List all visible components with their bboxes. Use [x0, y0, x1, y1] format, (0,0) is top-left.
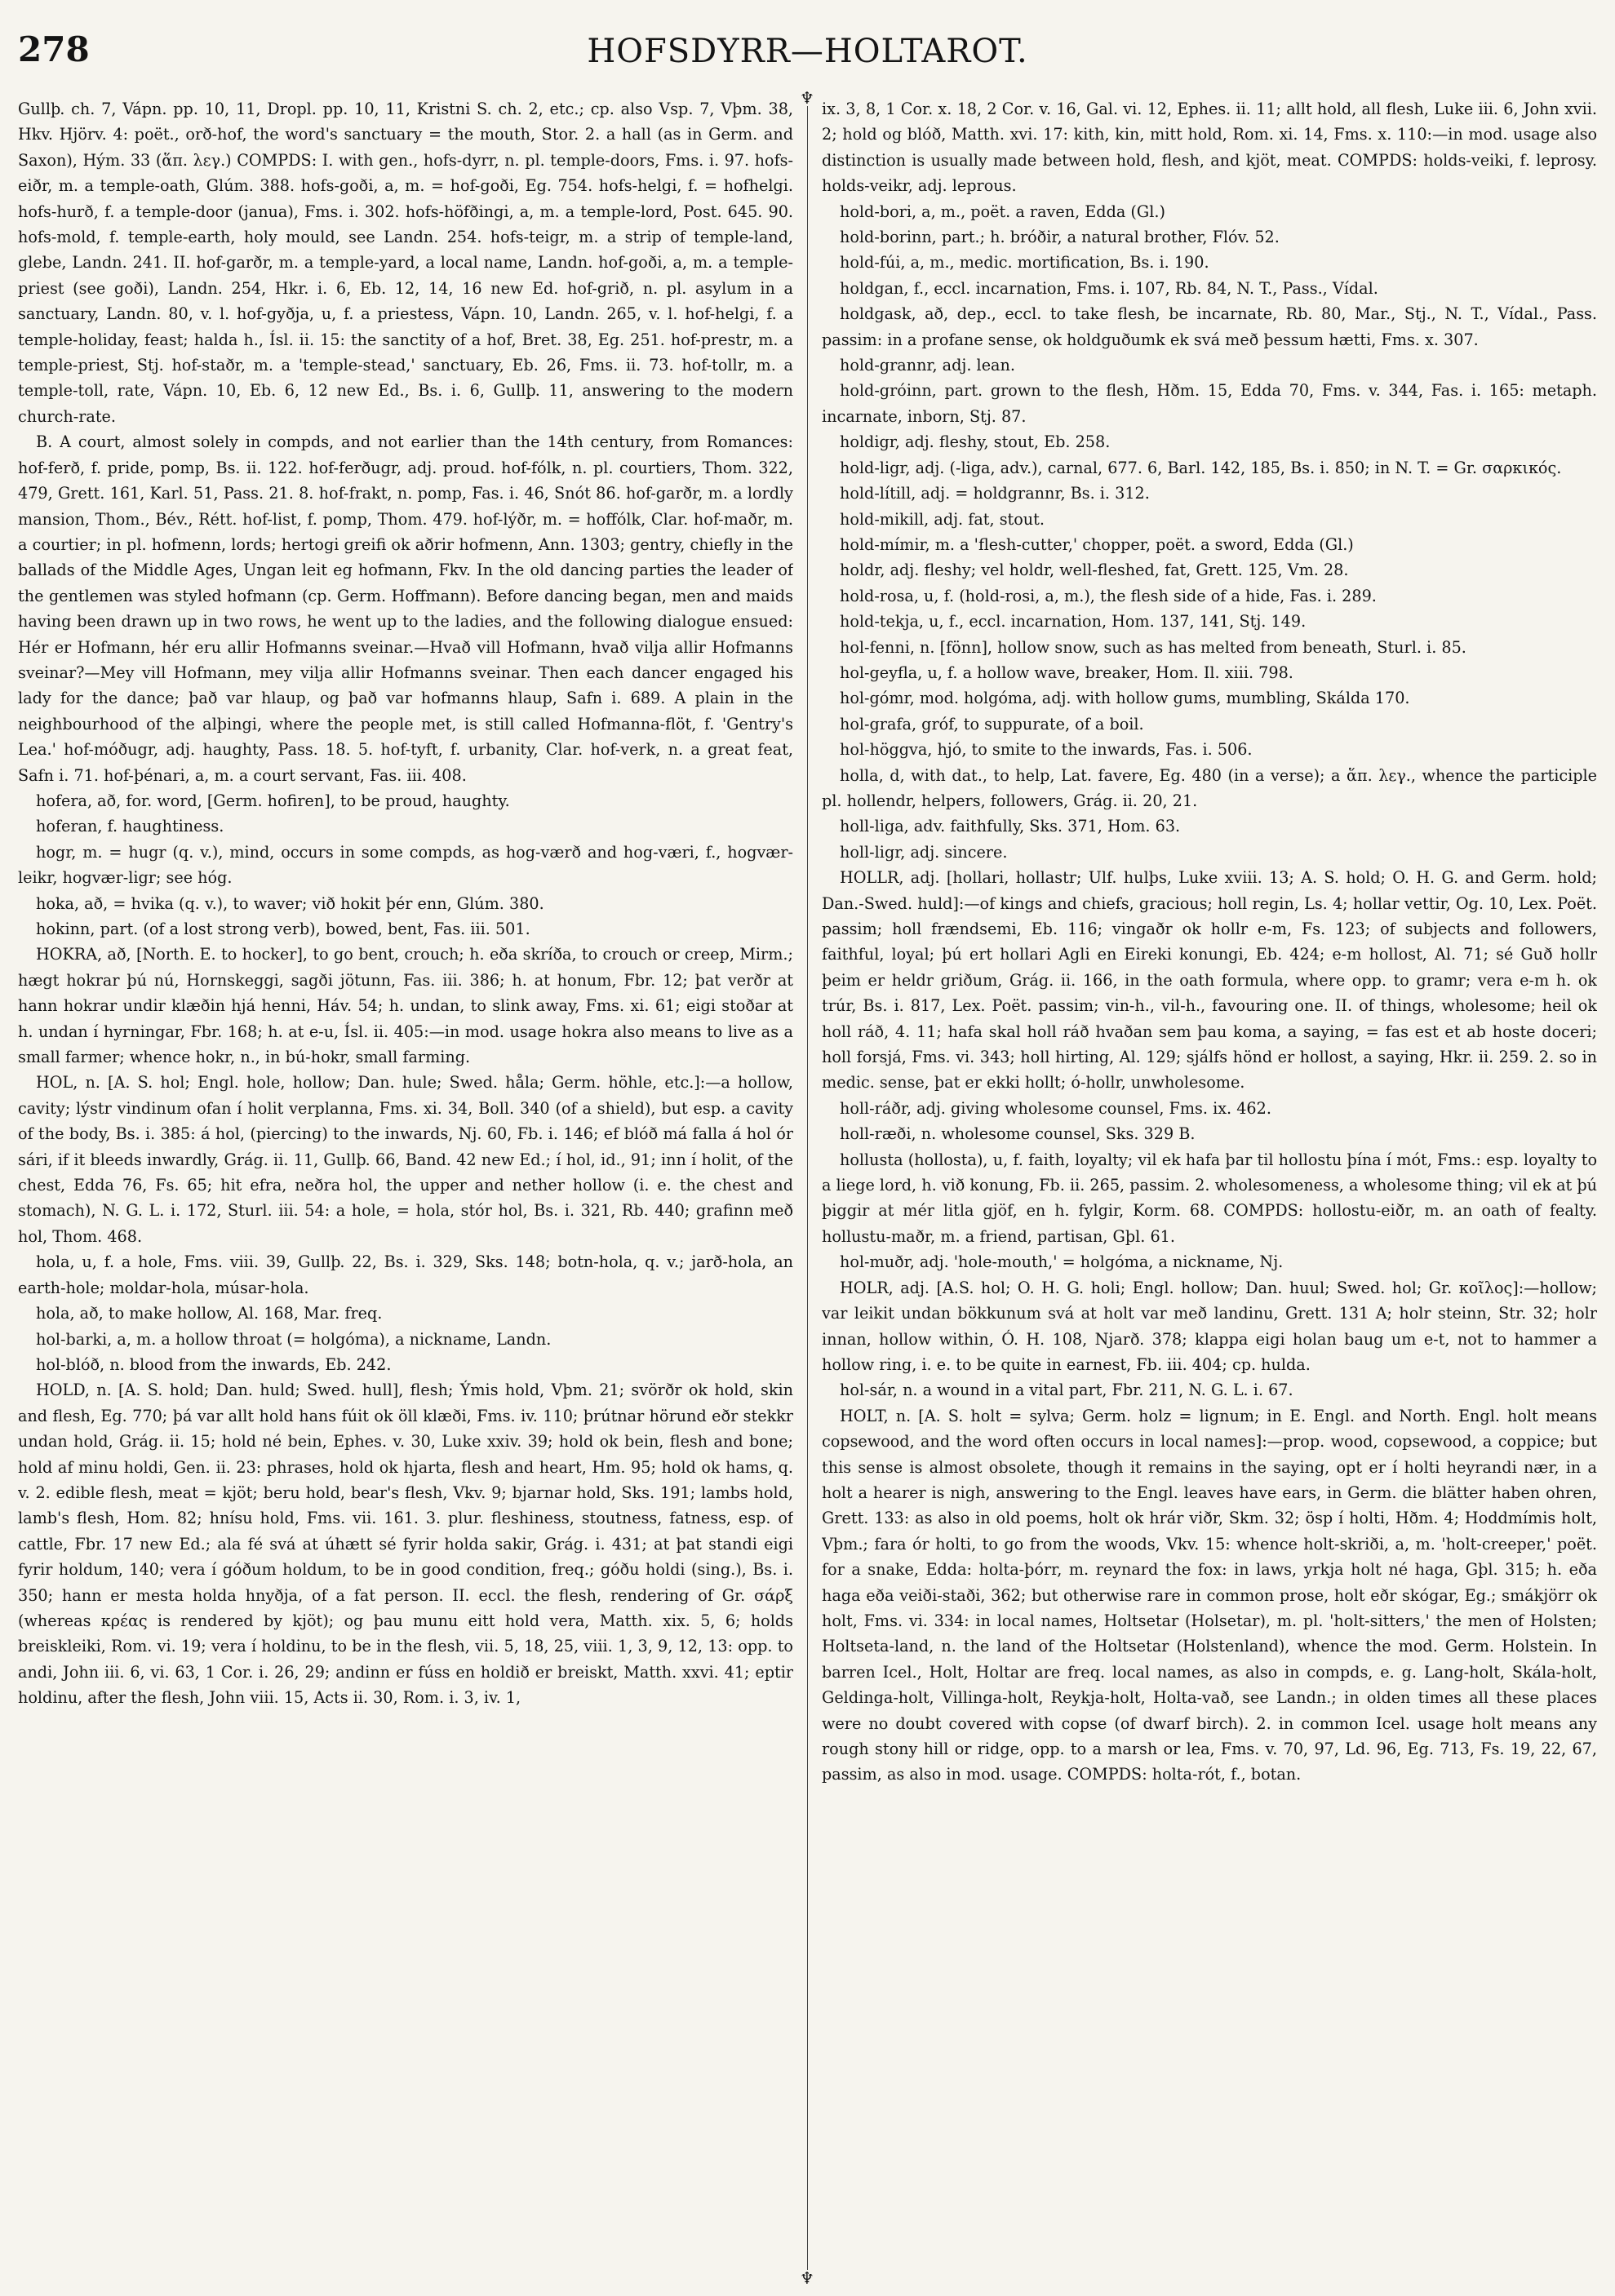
- dictionary-entry: hol-blóð, n. blood from the inwards, Eb. 242.: [36, 1354, 392, 1374]
- dictionary-entry: HOLR, adj. [A.S. hol; O. H. G. holi; Engl. hollow; Dan. huul; Swed. hol; Gr. κοῖλος]:—hollow; var leikit undan bökkunum svá at holt var með landinu, Grett. 131 A; holr steinn, Str. 32; holr innan, hollow within, Ó. H. 108, Njarð. 378; klappa eigi holan baug um e-t, not to hammer a hollow ring, i. e. to be quite in earnest, Fb. iii. 404; cp. hulda.: [822, 1278, 1597, 1374]
- dictionary-entry: hofera, að, for. word, [Germ. hofiren], to be proud, haughty.: [36, 791, 510, 810]
- dictionary-entry: holla, d, with dat., to help, Lat. favere, Eg. 480 (in a verse); a ἅπ. λεγ., whence the participle pl. hollendr, helpers, followers, Grág. ii. 20, 21.: [822, 765, 1597, 810]
- dictionary-entry: hold-lítill, adj. = holdgrannr, Bs. i. 312.: [840, 484, 1150, 503]
- dictionary-columns: [18, 88, 1597, 2288]
- dictionary-entry: hold-rosa, u, f. (hold-rosi, a, m.), the flesh side of a hide, Fas. i. 289.: [840, 586, 1377, 605]
- dictionary-entry: hol-barki, a, m. a hollow throat (= holgóma), a nickname, Landn.: [36, 1329, 552, 1349]
- dictionary-entry: hol-höggva, hjó, to smite to the inwards, Fas. i. 506.: [840, 740, 1253, 760]
- running-head: HOFSDYRR—HOLTAROT.: [587, 33, 1028, 70]
- dictionary-entry: hold-grannr, adj. lean.: [840, 356, 1015, 375]
- dictionary-entry: hold-mímir, m. a 'flesh-cutter,' chopper, poët. a sword, Edda (Gl.): [840, 534, 1354, 554]
- dictionary-entry: HOLLR, adj. [hollari, hollastr; Ulf. hulþs, Luke xviii. 13; A. S. hold; O. H. G. and Germ. hold; Dan.-Swed. huld]:—of kings and chiefs, gracious; holl regin, Ls. 4; hollar vettir, Og. 10, Lex. Poët. passim; holl frændsemi, Eb. 116; vingaðr ok hollr e-m, Fs. 123; of subjects and followers, faithful, loyal; þú ert hollari Agli en Eireki konungi, Eb. 424; e-m hollost, Al. 71; sé Guð hollr þeim er heldr griðum, Grág. ii. 166, in the oath formula, where opp. to gramr; vera e-m h. ok trúr, Bs. i. 817, Lex. Poët. passim; vin-h., vil-h., favouring one. II. of things, wholesome; heil ok holl ráð, 4. 11; hafa skal holl ráð hvaðan sem þau koma, a saying, = fas est et ab hoste doceri; holl forsjá, Fms. vi. 343; holl hirting, Al. 129; sjálfs hönd er hollost, a saying, Hkr. ii. 259. 2. so in medic. sense, þat er ekki hollt; ó-hollr, unwholesome.: [822, 868, 1597, 1093]
- dictionary-entry: holdigr, adj. fleshy, stout, Eb. 258.: [840, 432, 1111, 452]
- column-ornament-bottom-icon: ♆: [800, 2268, 814, 2288]
- dictionary-entry: hol-muðr, adj. 'hole-mouth,' = holgóma, a nickname, Nj.: [840, 1252, 1284, 1272]
- dictionary-entry: hold-bori, a, m., poët. a raven, Edda (Gl.): [840, 202, 1165, 221]
- column-ornament-top-icon: ♆: [800, 88, 814, 108]
- dictionary-entry: hogr, m. = hugr (q. v.), mind, occurs in some compds, as hog-værð and hog-væri, f., hogvær-leikr, hogvær-ligr; see hóg.: [18, 842, 793, 888]
- dictionary-entry: hold-gróinn, part. grown to the flesh, Hðm. 15, Edda 70, Fms. v. 344, Fas. i. 165: metaph. incarnate, inborn, Stj. 87.: [822, 381, 1597, 426]
- dictionary-entry: hoka, að, = hvika (q. v.), to waver; við hokit þér enn, Glúm. 380.: [36, 893, 544, 913]
- dictionary-entry: B. A court, almost solely in compds, and not earlier than the 14th century, from Romances: hof-ferð, f. pride, pomp, Bs. ii. 122. hof-ferðugr, adj. proud. hof-fólk, n. pl. courtiers, Thom. 322, 479, Grett. 161, Karl. 51, Pass. 21. 8. hof-frakt, n. pomp, Fas. i. 46, Snót 86. hof-garðr, m. a lordly mansion, Thom., Bév., Rétt. hof-list, f. pomp, Thom. 479. hof-lýðr, m. = hoffólk, Clar. hof-maðr, m. a courtier; in pl. hofmenn, lords; hertogi greifi ok aðrir hofmenn, Ann. 1303; gentry, chiefly in the ballads of the Middle Ages, Ungan leit eg hofmann, Fkv. In the old dancing parties the leader of the gentlemen was styled hofmann (cp. Germ. Hoffmann). Before dancing began, men and maids having been drawn up in two rows, he went up to the ladies, and the following dialogue ensued: Hér er Hofmann, hér eru allir Hofmanns sveinar.—Hvað vill Hofmann, hvað vilja allir Hofmanns sveinar?—Mey vill Hofmann, mey vilja allir Hofmanns sveinar. Then each dancer engaged his lady for the dance; það var hlaup, og það var hofmanns hlaup, Safn i. 689. A plain in the neighbourhood of the alþingi, where the people met, is still called Hofmanna-flöt, f. 'Gentry's Lea.' hof-móðugr, adj. haughty, Pass. 18. 5. hof-tyft, f. urbanity, Clar. hof-verk, n. a great feat, Safn i. 71. hof-þénari, a, m. a court servant, Fas. iii. 408.: [18, 432, 793, 785]
- dictionary-entry: hol-sár, n. a wound in a vital part, Fbr. 211, N. G. L. i. 67.: [840, 1381, 1293, 1400]
- dictionary-entry: holl-liga, adv. faithfully, Sks. 371, Hom. 63.: [840, 817, 1181, 836]
- dictionary-entry: HOL, n. [A. S. hol; Engl. hole, hollow; Dan. hule; Swed. håla; Germ. höhle, etc.]:—a hollow, cavity; lýstr vindinum ofan í holit verplanna, Fms. xi. 34, Boll. 340 (of a shield), but esp. a cavity of the body, Bs. i. 385: á hol, (piercing) to the inwards, Nj. 60, Fb. i. 146; ef blóð má falla á hol ór sári, if it bleeds inwardly, Grág. ii. 11, Gullþ. 66, Band. 42 new Ed.; í hol, id., 91; inn í holit, of the chest, Edda 76, Fs. 65; hit efra, neðra hol, the upper and nether hollow (i. e. the chest and stomach), N. G. L. i. 172, Sturl. iii. 54: a hole, = hola, stór hol, Bs. i. 321, Rb. 440; grafinn með hol, Thom. 468.: [18, 1073, 793, 1246]
- dictionary-entry: HOKRA, að, [North. E. to hocker], to go bent, crouch; h. eða skríða, to crouch or creep, Mirm.; hægt hokrar þú nú, Hornskeggi, sagði jötunn, Fas. iii. 386; h. at honum, Fbr. 12; þat verðr at hann hokrar undir klæðin hjá henni, Háv. 54; h. undan, to slink away, Fms. xi. 61; eigi stoðar at h. undan í hyrningar, Fbr. 168; h. at e-u, Ísl. ii. 405:—in mod. usage hokra also means to live as a small farmer; whence hokr, n., in bú-hokr, small farming.: [18, 945, 793, 1067]
- dictionary-entry: holdgask, að, dep., eccl. to take flesh, be incarnate, Rb. 80, Mar., Stj., N. T., Vídal., Pass. passim: in a profane sense, ok holdguðumk ek svá með þessum hætti, Fms. x. 307.: [822, 304, 1597, 349]
- dictionary-entry: holdr, adj. fleshy; vel holdr, well-fleshed, fat, Grett. 125, Vm. 28.: [840, 561, 1349, 580]
- dictionary-entry: holl-ligr, adj. sincere.: [840, 842, 1008, 862]
- dictionary-entry: hol-fenni, n. [fönn], hollow snow, such as has melted from beneath, Sturl. i. 85.: [840, 637, 1466, 657]
- dictionary-entry: hold-borinn, part.; h. bróðir, a natural brother, Flóv. 52.: [840, 228, 1280, 247]
- left-column: [18, 96, 793, 2283]
- dictionary-entry: hold-mikill, adj. fat, stout.: [840, 509, 1045, 529]
- right-column: [822, 96, 1597, 2283]
- dictionary-entry: HOLD, n. [A. S. hold; Dan. huld; Swed. hull], flesh; Ýmis hold, Vþm. 21; svörðr ok hold, skin and flesh, Eg. 770; þá var allt hold hans fúit ok öll klæði, Fms. iv. 110; þrútnar hörund eðr stekkr undan hold, Grág. ii. 15; hold né bein, Ephes. v. 30, Luke xxiv. 39; hold ok bein, flesh and bone; hold af minu holdi, Gen. ii. 23: phrases, hold ok hjarta, flesh and heart, Hm. 95; hold ok hams, q. v. 2. edible flesh, meat = kjöt; beru hold, bear's flesh, Vkv. 9; bjarnar hold, Sks. 191; lambs hold, lamb's flesh, Hom. 82; hnísu hold, Fms. vii. 161. 3. plur. fleshiness, stoutness, fatness, esp. of cattle, Fbr. 17 new Ed.; ala fé svá at úhætt sé fyrir holda sakir, Grág. i. 431; at þat standi eigi fyrir holdum, 140; vera í góðum holdum, to be in good condition, freq.; góðu holdi (sing.), Bs. i. 350; hann er mesta holda hnyðja, of a fat person. II. eccl. the flesh, rendering of Gr. σάρξ (whereas κρέας is rendered by kjöt); og þau munu eitt hold vera, Matth. xix. 5, 6; holds breiskleiki, Rom. vi. 19; vera í holdinu, to be in the flesh, vii. 5, 18, 25, viii. 1, 3, 9, 12, 13: opp. to andi, John iii. 6, vi. 63, 1 Cor. i. 26, 29; andinn er fúss en holdið er breiskt, Matth. xxvi. 41; eptir holdinu, after the flesh, John viii. 15, Acts ii. 30, Rom. i. 3, iv. 1,: [18, 1381, 793, 1708]
- dictionary-entry: hokinn, part. (of a lost strong verb), bowed, bent, Fas. iii. 501.: [36, 920, 530, 938]
- dictionary-entry: ix. 3, 8, 1 Cor. x. 18, 2 Cor. v. 16, Gal. vi. 12, Ephes. ii. 11; allt hold, all flesh, Luke iii. 6, John xvii. 2; hold og blóð, Matth. xvi. 17: kith, kin, mitt hold, Rom. xi. 14, Fms. x. 110:—in mod. usage also distinction is usually made between hold, flesh, and kjöt, meat. COMPDS: holds-veiki, f. leprosy. holds-veikr, adj. leprous.: [822, 100, 1597, 196]
- page-number: 278: [18, 29, 90, 69]
- dictionary-entry: hol-gómr, mod. holgóma, adj. with hollow gums, mumbling, Skálda 170.: [840, 689, 1410, 708]
- dictionary-entry: holdgan, f., eccl. incarnation, Fms. i. 107, Rb. 84, N. T., Pass., Vídal.: [840, 278, 1378, 298]
- dictionary-entry: hol-geyfla, u, f. a hollow wave, breaker, Hom. Il. xiii. 798.: [840, 663, 1293, 682]
- dictionary-entry: holl-ræði, n. wholesome counsel, Sks. 329 B.: [840, 1124, 1196, 1144]
- dictionary-entry: hollusta (hollosta), u, f. faith, loyalty; vil ek hafa þar til hollostu þína í mót, Fms.: esp. loyalty to a liege lord, h. við konung, Fb. ii. 265, passim. 2. wholesomeness, a wholesome thing; vil ek at þú þiggir at mér litla gjöf, en h. fylgir, Korm. 68. COMPDS: hollostu-eiðr, m. an oath of fealty. hollustu-maðr, m. a friend, partisan, Gþl. 61.: [822, 1150, 1597, 1246]
- dictionary-entry: hola, u, f. a hole, Fms. viii. 39, Gullþ. 22, Bs. i. 329, Sks. 148; botn-hola, q. v.; jarð-hola, an earth-hole; moldar-hola, músar-hola.: [18, 1252, 793, 1297]
- dictionary-entry: holl-ráðr, adj. giving wholesome counsel, Fms. ix. 462.: [840, 1098, 1271, 1118]
- dictionary-entry: hoferan, f. haughtiness.: [36, 817, 224, 836]
- dictionary-entry: hold-tekja, u, f., eccl. incarnation, Hom. 137, 141, Stj. 149.: [840, 612, 1307, 632]
- dictionary-entry: hola, að, to make hollow, Al. 168, Mar. freq.: [36, 1304, 383, 1323]
- dictionary-entry: Gullþ. ch. 7, Vápn. pp. 10, 11, Dropl. pp. 10, 11, Kristni S. ch. 2, etc.; cp. also Vsp. 7, Vþm. 38, Hkv. Hjörv. 4: poët., orð-hof, the word's sanctuary = the mouth, Stor. 2. a hall (as in Germ. and Saxon), Hým. 33 (ἅπ. λεγ.) COMPDS: I. with gen., hofs-dyrr, n. pl. temple-doors, Fms. i. 97. hofs-eiðr, m. a temple-oath, Glúm. 388. hofs-goði, a, m. = hof-goði, Eg. 754. hofs-helgi, f. = hofhelgi. hofs-hurð, f. a temple-door (janua), Fms. i. 302. hofs-höfðingi, a, m. a temple-lord, Post. 645. 90. hofs-mold, f. temple-earth, holy mould, see Landn. 254. hofs-teigr, m. a strip of temple-land, glebe, Landn. 241. II. hof-garðr, m. a temple-yard, a local name, Landn. hof-goði, a, m. a temple-priest (see goði), Landn. 254, Hkr. i. 6, Eb. 12, 14, 16 new Ed. hof-grið, n. pl. asylum in a sanctuary, Landn. 80, v. l. hof-gyðja, u, f. a priestess, Vápn. 10, Landn. 265, v. l. hof-helgi, f. a temple-holiday, feast; halda h., Ísl. ii. 15: the sanctity of a hof, Bret. 38, Eg. 251. hof-prestr, m. a temple-priest, Stj. hof-staðr, m. a 'temple-stead,' sanctuary, Eb. 26, Fms. ii. 73. hof-tollr, m. a temple-toll, rate, Vápn. 10, Eb. 6, 12 new Ed., Bs. i. 6, Gullþ. 11, answering to the modern church-rate.: [18, 100, 793, 426]
- column-divider: [807, 96, 808, 2283]
- dictionary-entry: HOLT, n. [A. S. holt = sylva; Germ. holz = lignum; in E. Engl. and North. Engl. holt means copsewood, and the word often occurs in local names]:—prop. wood, copsewood, a coppice; but this sense is almost obsolete, though it remains in the saying, opt er í holti heyrandi nær, in a holt a hearer is nigh, answering to the Engl. leaves have ears, in Germ. die blätter haben ohren, Grett. 133: as also in old poems, holt ok hrár viðr, Skm. 32; ösp í holti, Hðm. 4; Hoddmímis holt, Vþm.; fara ór holti, to go from the woods, Vkv. 15: whence holt-skriði, a, m. 'holt-creeper,' poët. for a snake, Edda: holta-þórr, m. reynard the fox: in laws, yrkja holt né haga, Gþl. 315; h. eða haga eða veiði-staði, 362; but otherwise rare in common prose, holt eðr skógar, Eg.; smákjörr ok holt, Fms. vi. 334: in local names, Holtsetar (Holsetar), m. pl. 'holt-sitters,' the men of Holsten; Holtseta-land, n. the land of the Holtsetar (Holstenland), whence the mod. Germ. Holstein. In barren Icel., Holt, Holtar are freq. local names, as also in compds, e. g. Lang-holt, Skála-holt, Geldinga-holt, Villinga-holt, Reykja-holt, Holta-vað, see Landn.; in olden times all these places were no doubt covered with copse (of dwarf birch). 2. in common Icel. usage holt means any rough stony hill or ridge, opp. to a marsh or lea, Fms. v. 70, 97, Ld. 96, Eg. 713, Fs. 19, 22, 67, passim, as also in mod. usage. COMPDS: holta-rót, f., botan.: [822, 1406, 1597, 1784]
- dictionary-entry: hold-ligr, adj. (-liga, adv.), carnal, 677. 6, Barl. 142, 185, Bs. i. 850; in N. T. = Gr. σαρκικός.: [840, 458, 1562, 477]
- dictionary-entry: hol-grafa, gróf, to suppurate, of a boil.: [840, 714, 1144, 734]
- dictionary-entry: hold-fúi, a, m., medic. mortification, Bs. i. 190.: [840, 253, 1209, 273]
